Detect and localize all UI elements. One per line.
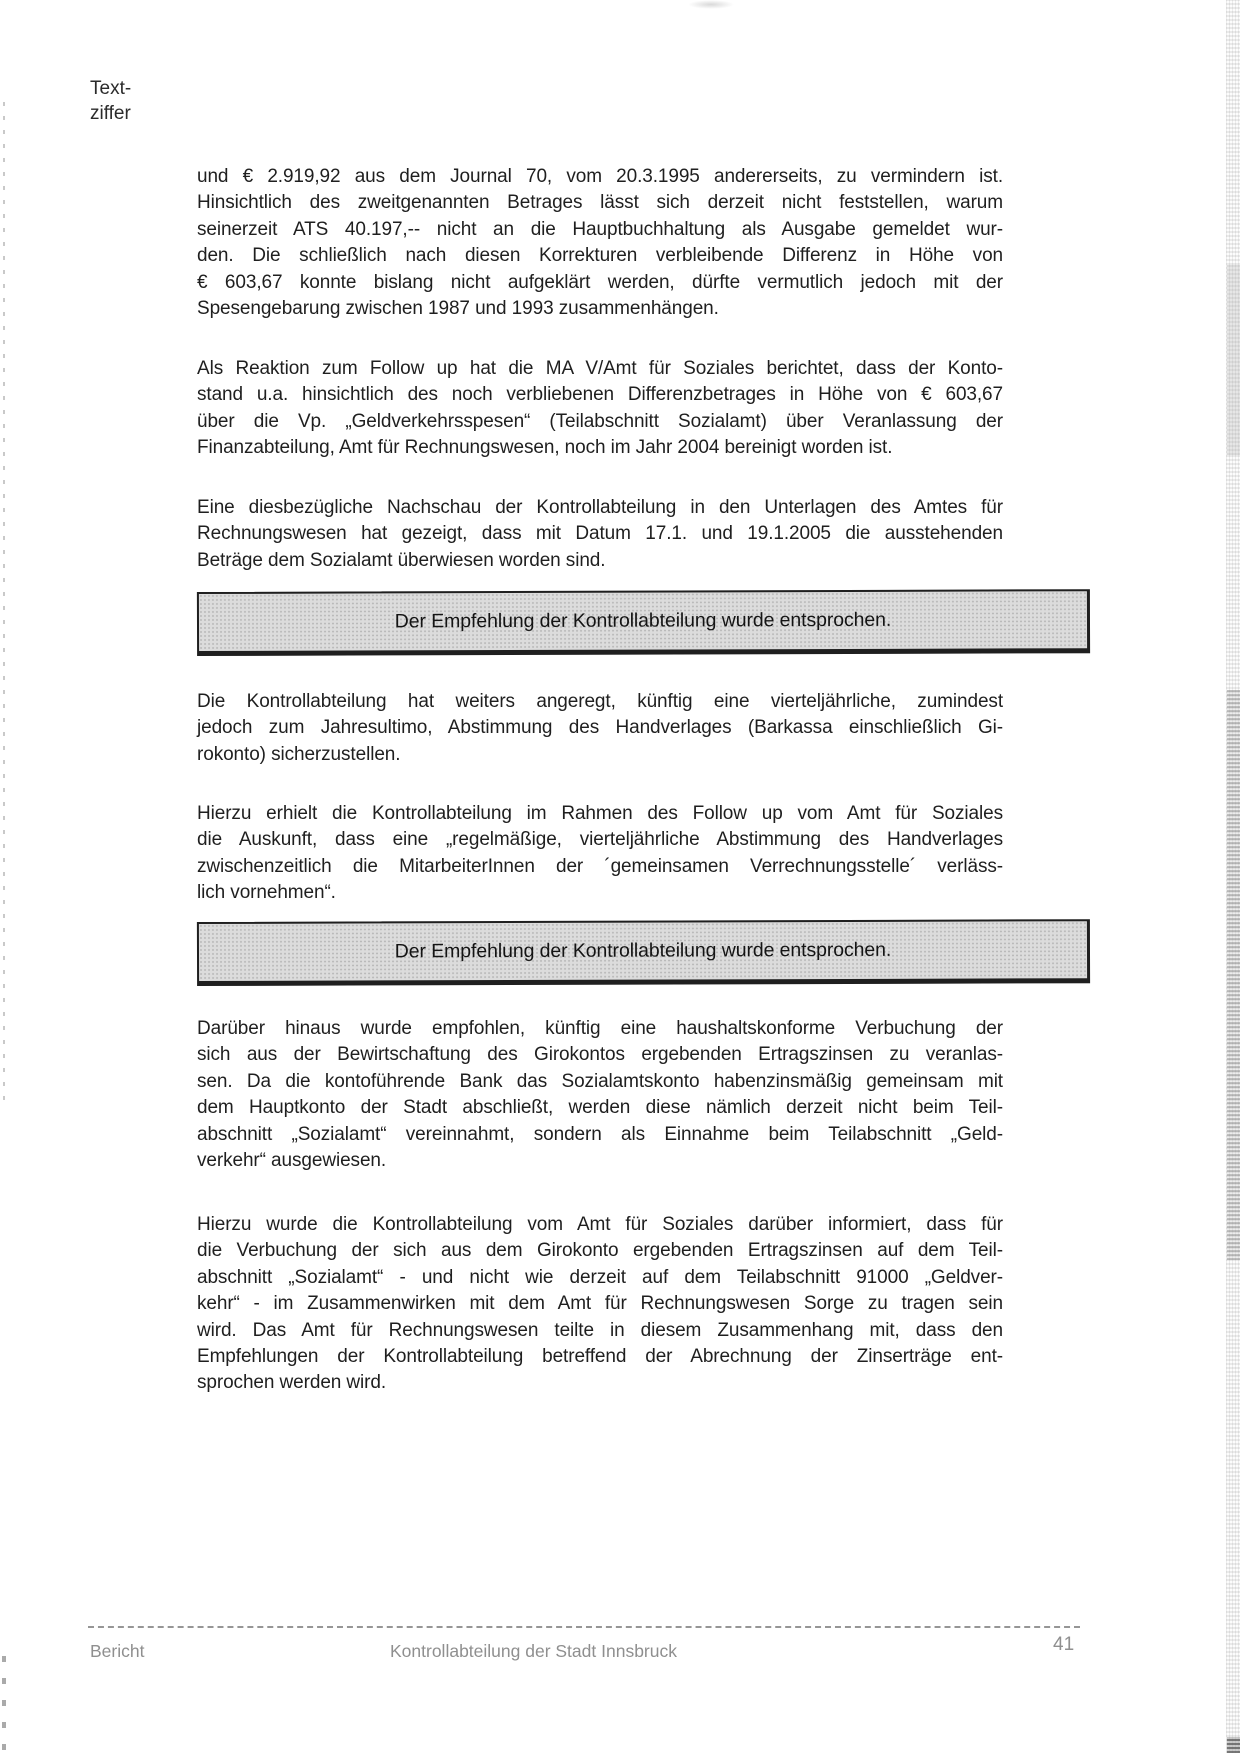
recommendation-box-1: [197, 589, 1090, 656]
footer-page-number: 41: [1053, 1634, 1075, 1655]
margin-label-line1: Text-: [90, 78, 132, 99]
text-line: über die Vp. „Geldverkehrsspesen“ (Teilabschnitt Sozialamt) über Veranlassung der: [197, 410, 1003, 432]
scan-artifact-right-edge-band: [1227, 265, 1240, 455]
margin-label-line2: ziffer: [90, 103, 131, 124]
text-line: den. Die schließlich nach diesen Korrekturen verbleibende Differenz in Höhe von: [197, 245, 1003, 267]
text-line: die Auskunft, dass eine „regelmäßige, vierteljährliche Abstimmung des Handverlages: [197, 829, 1003, 851]
text-line: abschnitt „Sozialamt“ vereinnahmt, sondern als Einnahme beim Teilabschnitt „Geld-: [197, 1123, 1003, 1145]
text-line: Empfehlungen der Kontrollabteilung betreffend der Abrechnung der Zinserträge ent-: [197, 1346, 1003, 1368]
body-paragraph-2: [197, 356, 1003, 462]
text-line: dem Hauptkonto der Stadt abschließt, werden diese nämlich derzeit nicht beim Teil-: [197, 1097, 1003, 1119]
body-paragraph-4: [197, 689, 1003, 768]
text-line: sich aus der Bewirtschaftung des Girokontos ergebenden Ertragszinsen zu veranlas-: [197, 1044, 1003, 1066]
recommendation-box-2: [197, 919, 1090, 986]
text-line: Eine diesbezügliche Nachschau der Kontrollabteilung in den Unterlagen des Amtes für: [197, 497, 1003, 518]
scan-artifact-left-edge: [2, 1655, 6, 1750]
text-line: Hierzu erhielt die Kontrollabteilung im Rahmen des Follow up vom Amt für Soziales: [197, 803, 1003, 824]
text-line: rokonto) sicherzustellen.: [197, 743, 401, 765]
text-line: kehr“ - im Zusammenwirken mit dem Amt für Rechnungswesen Sorge zu tragen sein: [197, 1293, 1003, 1315]
body-paragraph-1: [197, 164, 1003, 322]
text-line: sprochen werden wird.: [197, 1372, 387, 1394]
text-line: wird. Das Amt für Rechnungswesen teilte in diesem Zusammenhang mit, dass den: [197, 1319, 1003, 1341]
text-line: Beträge dem Sozialamt überwiesen worden sind.: [197, 549, 606, 571]
text-line: verkehr“ ausgewiesen.: [197, 1150, 387, 1172]
recommendation-box-text: Der Empfehlung der Kontrollabteilung wurde entsprochen.: [394, 608, 892, 633]
scan-artifact-right-edge-band: [1227, 690, 1240, 1260]
text-line: und € 2.919,92 aus dem Journal 70, vom 20.3.1995 andererseits, zu vermindern ist.: [197, 166, 1003, 187]
text-line: sen. Da die kontoführende Bank das Sozialamtskonto habenzinsmäßig gemeinsam mit: [197, 1070, 1003, 1092]
text-line: Als Reaktion zum Follow up hat die MA V/Amt für Soziales berichtet, dass der Konto-: [197, 358, 1003, 379]
margin-label-textziffer: [90, 76, 131, 126]
text-line: Rechnungswesen hat gezeigt, dass mit Datum 17.1. und 19.1.2005 die ausstehenden: [197, 523, 1003, 545]
text-line: zwischenzeitlich die MitarbeiterInnen der ´gemeinsamen Verrechnungsstelle´ verläss-: [197, 855, 1003, 877]
text-line: Hinsichtlich des zweitgenannten Betrages lässt sich derzeit nicht feststellen, warum: [197, 192, 1003, 214]
text-line: € 603,67 konnte bislang nicht aufgeklärt werden, dürfte vermutlich jedoch mit der: [197, 271, 1003, 293]
body-paragraph-6: [197, 1016, 1003, 1174]
scan-artifact-right-edge-band: [1227, 1737, 1240, 1753]
text-line: abschnitt „Sozialamt“ - und nicht wie derzeit auf dem Teilabschnitt 91000 „Geldver-: [197, 1266, 1003, 1288]
text-line: Spesengebarung zwischen 1987 und 1993 zusammenhängen.: [197, 298, 719, 320]
text-line: Finanzabteilung, Amt für Rechnungswesen, noch im Jahr 2004 bereinigt worden ist.: [197, 437, 893, 459]
text-line: jedoch zum Jahresultimo, Abstimmung des Handverlages (Barkassa einschließlich Gi-: [197, 717, 1003, 739]
body-paragraph-3: [197, 495, 1003, 574]
scan-artifact-left-edge: [3, 95, 5, 1100]
text-line: die Verbuchung der sich aus dem Girokonto ergebenden Ertragszinsen auf dem Teil-: [197, 1240, 1003, 1262]
body-paragraph-5: [197, 801, 1003, 907]
text-line: lich vornehmen“.: [197, 882, 336, 904]
body-paragraph-7: [197, 1212, 1003, 1397]
text-line: Darüber hinaus wurde empfohlen, künftig eine haushaltskonforme Verbuchung der: [197, 1018, 1003, 1039]
recommendation-box-text: Der Empfehlung der Kontrollabteilung wurde entsprochen.: [394, 938, 892, 963]
text-line: Die Kontrollabteilung hat weiters angeregt, künftig eine vierteljährliche, zumindest: [197, 691, 1003, 712]
scan-artifact-top-smudge: [688, 0, 734, 9]
text-line: Hierzu wurde die Kontrollabteilung vom Amt für Soziales darüber informiert, dass für: [197, 1214, 1003, 1235]
footer-dashed-rule: [88, 1626, 1080, 1628]
text-line: seinerzeit ATS 40.197,-- nicht an die Hauptbuchhaltung als Ausgabe gemeldet wur-: [197, 218, 1003, 240]
footer-report-label: Bericht: [90, 1641, 145, 1661]
footer-department-label: Kontrollabteilung der Stadt Innsbruck: [390, 1641, 677, 1661]
text-line: stand u.a. hinsichtlich des noch verbliebenen Differenzbetrages in Höhe von € 603,67: [197, 384, 1003, 406]
